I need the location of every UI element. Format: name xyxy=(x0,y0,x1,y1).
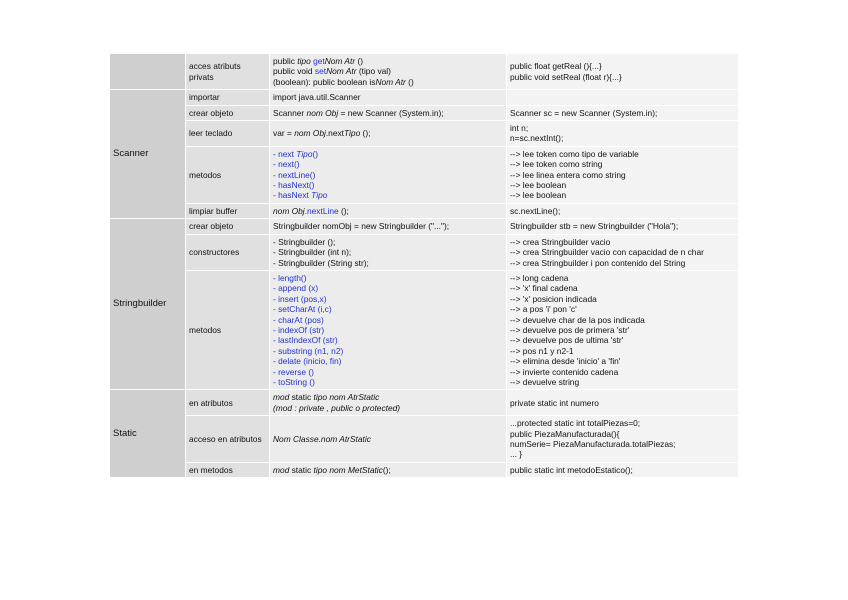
cell-line xyxy=(273,392,503,402)
code-fragment: Tipo xyxy=(344,128,361,139)
row-label-leer-teclado: leer teclado xyxy=(186,121,270,147)
code-fragment: = new Scanner (System.in); xyxy=(338,107,444,118)
table-row xyxy=(110,270,739,389)
table-row xyxy=(110,146,739,203)
code-fragment: tipo nom AtrStatic xyxy=(313,392,380,403)
code-fragment: () xyxy=(355,56,364,66)
cell-line: --> devuelve string xyxy=(510,376,580,387)
section-cell-empty xyxy=(110,54,186,90)
code-fragment: static xyxy=(289,392,314,403)
cell-line: --> 'x' posicion indicada xyxy=(510,293,597,304)
cell-line xyxy=(273,170,503,180)
code-fragment: - nextLine() xyxy=(273,169,316,180)
code-fragment: mod xyxy=(273,392,290,403)
code-fragment: Scanner xyxy=(273,107,307,118)
example-cell: sc.nextLine(); xyxy=(507,203,739,218)
syntax-cell xyxy=(270,416,507,463)
cell-line: --> lee linea entera como string xyxy=(510,169,626,180)
methods-cell xyxy=(270,146,507,203)
notes-cell xyxy=(507,234,739,270)
row-label-crear-objeto: crear objeto xyxy=(186,105,270,120)
cell-line: --> devuelve pos de ultima 'str' xyxy=(510,335,624,346)
cell-line: --> crea Stringbuilder vacio xyxy=(510,236,611,247)
table-row xyxy=(110,203,739,218)
cell-line: --> invierte contenido cadena xyxy=(510,366,619,377)
table-row xyxy=(110,54,739,90)
section-scanner: Scanner xyxy=(110,90,186,219)
cell-line: --> devuelve pos de primera 'str' xyxy=(510,324,630,335)
syntax-cell: Stringbuilder nomObj = new Stringbuilder ("..."); xyxy=(270,219,507,234)
code-fragment: nom Obj xyxy=(273,205,305,216)
syntax-cell xyxy=(270,390,507,416)
row-label-limpiar-buffer: limpiar buffer xyxy=(186,203,270,218)
cell-line: --> crea Stringbuilder vacio con capacidad de n char xyxy=(510,247,704,258)
cell-line: - delate (inicio, fin) xyxy=(273,356,342,367)
table-row xyxy=(110,121,739,147)
cell-line: - lastIndexOf (str) xyxy=(273,335,338,346)
syntax-cell xyxy=(270,462,507,477)
code-fragment: () xyxy=(405,76,414,87)
code-fragment: var = xyxy=(273,128,295,139)
cell-line: --> 'x' final cadena xyxy=(510,283,578,294)
code-line xyxy=(273,128,503,138)
section-static: Static xyxy=(110,390,186,478)
code-fragment: (); xyxy=(360,128,371,139)
cell-line xyxy=(273,56,503,66)
cell-line: - reverse () xyxy=(273,366,314,377)
cell-line: - append (x) xyxy=(273,283,319,294)
row-label-en-atributos: en atributos xyxy=(186,390,270,416)
row-label-constructores: constructores xyxy=(186,234,270,270)
cell-line: - substring (n1, n2) xyxy=(273,345,344,356)
example-cell: private static int numero xyxy=(507,390,739,416)
cell-line xyxy=(273,190,503,200)
cell-line: --> crea Stringbuilder i pon contenido del String xyxy=(510,257,686,268)
cell-line: - toString () xyxy=(273,376,315,387)
code-fragment: () xyxy=(312,148,319,159)
code-fragment: Tipo xyxy=(311,190,328,201)
syntax-cell: import java.util.Scanner xyxy=(270,90,507,105)
code-line xyxy=(273,108,503,118)
cell-line: --> pos n1 y n2-1 xyxy=(510,345,574,356)
table-row xyxy=(110,90,739,105)
row-label-crear-objeto: crear objeto xyxy=(186,219,270,234)
code-fragment: (boolean): public boolean is xyxy=(273,76,376,87)
code-fragment: tipo xyxy=(297,56,311,66)
example-cell xyxy=(507,121,739,147)
cell-line: - setCharAt (i,c) xyxy=(273,304,332,315)
row-label-metodos: metodos xyxy=(186,146,270,203)
section-stringbuilder: Stringbuilder xyxy=(110,219,186,390)
code-fragment: nom Obj xyxy=(306,107,339,118)
code-fragment: mod xyxy=(273,464,290,475)
cell-line: ... } xyxy=(510,449,523,460)
cell-line: - Stringbuilder (int n); xyxy=(273,247,352,258)
code-fragment: (mod : private , public o protected) xyxy=(273,402,401,413)
cell-line: public PiezaManufacturada(){ xyxy=(510,428,620,439)
notes-cell xyxy=(507,146,739,203)
example-cell: Stringbuilder stb = new Stringbuilder ("Hola"); xyxy=(507,219,739,234)
code-fragment: Nom Atr xyxy=(324,56,356,66)
code-fragment: (tipo val) xyxy=(356,66,391,77)
cell-line: --> a pos 'i' pon 'c' xyxy=(510,304,577,315)
code-fragment: static xyxy=(289,464,314,475)
cell-line: --> lee boolean xyxy=(510,190,567,201)
notes-cell xyxy=(507,270,739,389)
cell-line: --> long cadena xyxy=(510,272,569,283)
table-row xyxy=(110,462,739,477)
code-fragment: - next() xyxy=(273,159,300,170)
syntax-cell xyxy=(270,234,507,270)
row-label-acceso-en-atributos: acceso en atributos xyxy=(186,416,270,463)
table-row xyxy=(110,105,739,120)
cell-line: public void setReal (float r){...} xyxy=(510,71,622,82)
syntax-cell xyxy=(270,203,507,218)
cell-line: - Stringbuilder (String str); xyxy=(273,257,369,268)
table-row xyxy=(110,416,739,463)
table-row xyxy=(110,390,739,416)
cell-line: n=sc.nextInt(); xyxy=(510,133,564,144)
code-line xyxy=(273,206,503,216)
code-fragment: Nom Classe.nom AtrStatic xyxy=(273,433,371,444)
syntax-cell xyxy=(270,121,507,147)
row-label-metodos: metodos xyxy=(186,270,270,389)
row-label-importar: importar xyxy=(186,90,270,105)
code-fragment: get xyxy=(313,56,325,66)
table-row xyxy=(110,234,739,270)
cell-line: --> lee token como tipo de variable xyxy=(510,148,639,159)
example-cell xyxy=(507,90,739,105)
cell-line xyxy=(273,66,503,76)
code-fragment: Tipo xyxy=(296,148,313,159)
code-fragment: .next xyxy=(325,128,345,139)
cell-line xyxy=(273,403,503,413)
code-fragment: nom Obj xyxy=(294,128,326,139)
example-cell xyxy=(507,54,739,90)
java-reference-table xyxy=(109,53,739,478)
code-fragment: - hasNext xyxy=(273,190,312,201)
cell-line xyxy=(273,77,503,87)
cell-line: --> elimina desde 'inicio' a 'fin' xyxy=(510,356,621,367)
code-line xyxy=(273,465,503,475)
syntax-cell xyxy=(270,105,507,120)
code-fragment: (); xyxy=(338,205,349,216)
row-label-en-metodos: en metodos xyxy=(186,462,270,477)
example-cell: public static int metodoEstatico(); xyxy=(507,462,739,477)
code-fragment: Nom Atr xyxy=(375,76,406,87)
cell-line: - charAt (pos) xyxy=(273,314,324,325)
code-fragment: public void xyxy=(273,66,315,77)
code-fragment: public xyxy=(273,56,298,66)
cell-line: - length() xyxy=(273,272,307,283)
cell-line: --> lee token como string xyxy=(510,159,603,170)
cell-line: ...protected static int totalPiezas=0; xyxy=(510,418,641,429)
code-fragment: tipo nom MetStatic xyxy=(313,464,383,475)
cell-line: int n; xyxy=(510,123,529,134)
cell-line: --> devuelve char de la pos indicada xyxy=(510,314,645,325)
methods-cell xyxy=(270,270,507,389)
syntax-cell xyxy=(270,54,507,90)
code-line xyxy=(273,434,503,444)
cell-line xyxy=(273,180,503,190)
cell-line: --> lee boolean xyxy=(510,180,567,191)
code-fragment: set xyxy=(314,66,327,77)
code-fragment: Nom Atr xyxy=(326,66,357,77)
cell-line xyxy=(273,149,503,159)
cell-line: - indexOf (str) xyxy=(273,324,325,335)
cell-line: - insert (pos,x) xyxy=(273,293,327,304)
cell-line: - Stringbuilder (); xyxy=(273,236,336,247)
cell-line: numSerie= PiezaManufacturada.totalPiezas; xyxy=(510,439,676,449)
code-fragment: (); xyxy=(382,464,391,475)
code-fragment: .nextLine xyxy=(304,205,339,216)
example-cell: Scanner sc = new Scanner (System.in); xyxy=(507,105,739,120)
cell-line: public float getReal (){...} xyxy=(510,61,602,72)
example-cell xyxy=(507,416,739,463)
code-fragment: - hasNext() xyxy=(273,180,315,191)
table-row xyxy=(110,219,739,234)
code-fragment: - next xyxy=(273,148,297,159)
cell-line xyxy=(273,159,503,169)
row-label-acces-atributs: acces atributs privats xyxy=(186,54,270,90)
